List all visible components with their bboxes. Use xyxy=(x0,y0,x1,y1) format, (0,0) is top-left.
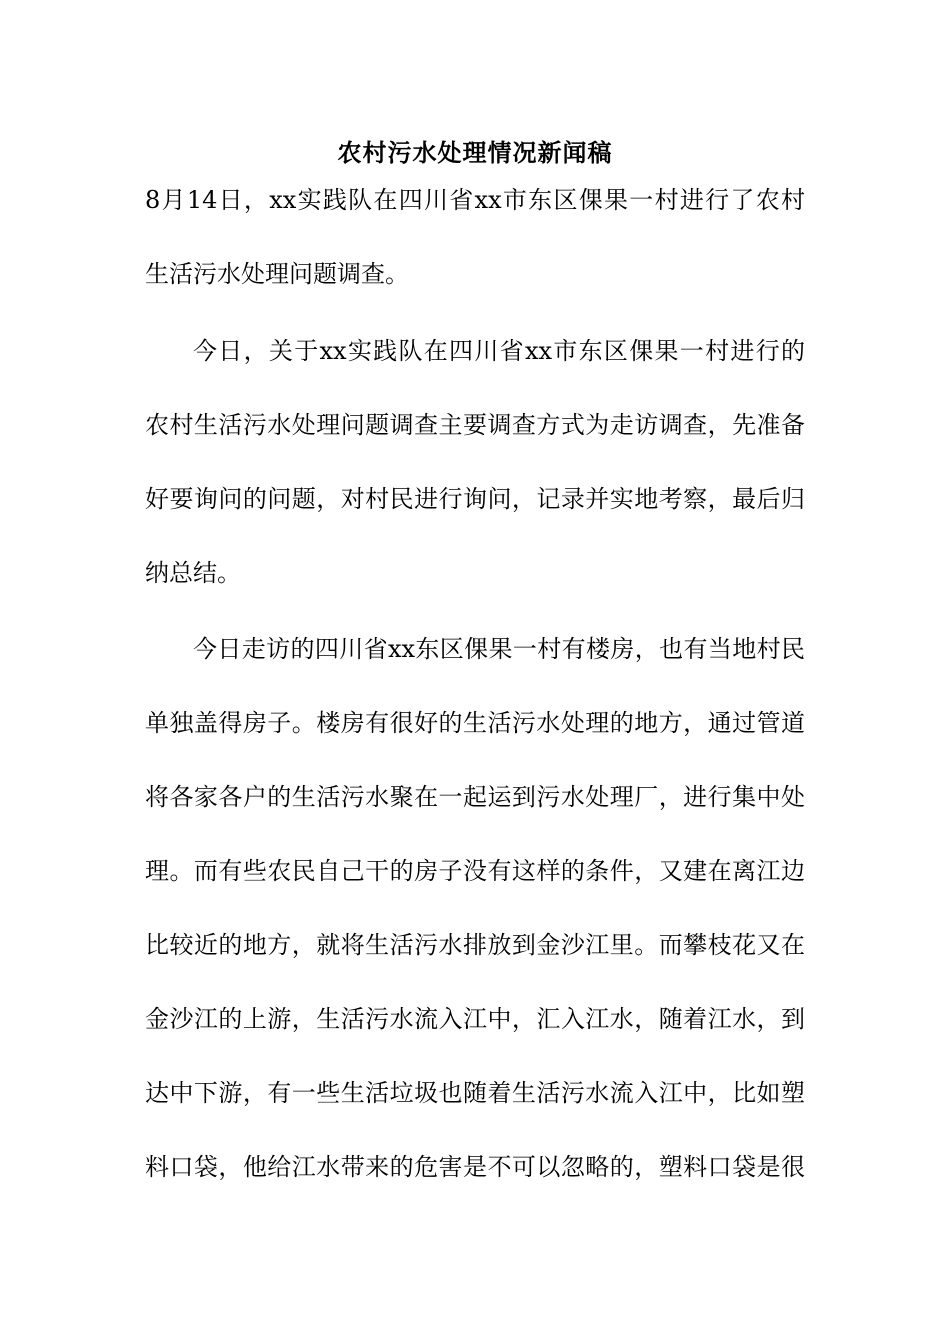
paragraph-line: 8月14日，xx实践队在四川省xx市东区倮果一村进行了农村 xyxy=(145,186,805,214)
paragraph-line: 今日走访的四川省xx东区倮果一村有楼房，也有当地村民 xyxy=(193,635,805,663)
document-title: 农村污水处理情况新闻稿 xyxy=(337,138,613,167)
paragraph-line: 理。而有些农民自己干的房子没有这样的条件，又建在离江边 xyxy=(145,857,805,885)
paragraph-line: 单独盖得房子。楼房有很好的生活污水处理的地方，通过管道 xyxy=(145,709,805,737)
paragraph-line: 将各家各户的生活污水聚在一起运到污水处理厂，进行集中处 xyxy=(145,783,805,811)
paragraph-line: 比较近的地方，就将生活污水排放到金沙江里。而攀枝花又在 xyxy=(145,931,805,959)
paragraph-line: 农村生活污水处理问题调查主要调查方式为走访调查，先准备 xyxy=(145,411,805,439)
paragraph-line: 好要询问的问题，对村民进行询问，记录并实地考察，最后归 xyxy=(145,485,805,513)
paragraph-line: 纳总结。 xyxy=(145,559,241,587)
paragraph-line: 金沙江的上游，生活污水流入江中，汇入江水，随着江水，到 xyxy=(145,1005,805,1033)
paragraph-line: 生活污水处理问题调查。 xyxy=(145,260,409,288)
paragraph-line: 达中下游，有一些生活垃圾也随着生活污水流入江中，比如塑 xyxy=(145,1079,805,1107)
paragraph-line: 今日，关于xx实践队在四川省xx市东区倮果一村进行的 xyxy=(193,337,805,365)
paragraph-line: 料口袋，他给江水带来的危害是不可以忽略的，塑料口袋是很 xyxy=(145,1153,805,1181)
